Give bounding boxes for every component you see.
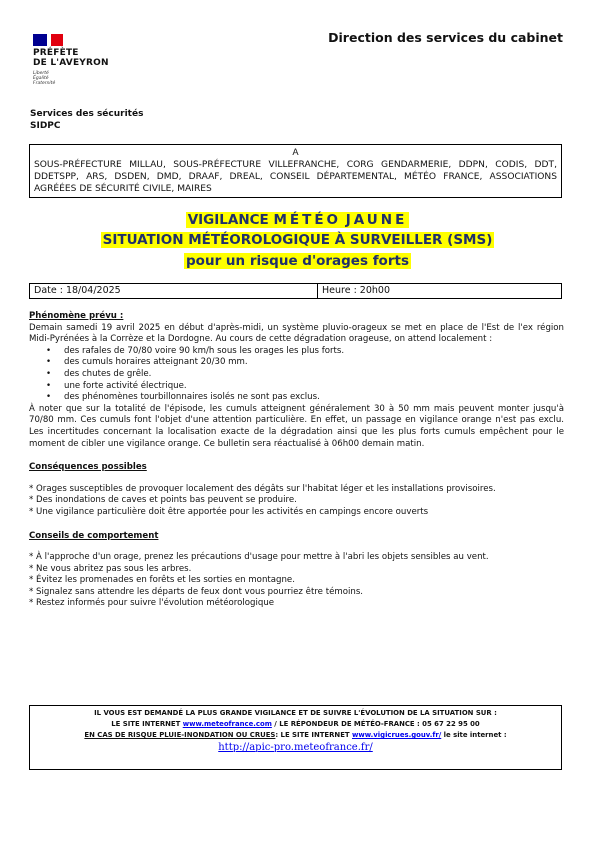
motto-liberte: Liberté	[33, 71, 49, 76]
bullet-icon: •	[46, 392, 52, 403]
marianne-flag-icon	[33, 34, 63, 46]
title-vigilance: VIGILANCE	[187, 212, 269, 228]
bulletin-body	[29, 311, 564, 610]
prefecture-name-line1: PRÉFÈTE	[33, 48, 79, 58]
services-line2: SIDPC	[30, 121, 61, 131]
bullet-icon: •	[46, 357, 52, 368]
motto-fraternite: Fraternité	[33, 81, 56, 86]
phenomene-intro: Demain samedi 19 avril 2025 en début d'après-midi, un système pluvio-orageux se met en place de l'Est de l'ex région Midi-Pyrénées à la Corrèze et la Dordogne. Au cours de cette dégradation orageuse, on attend localement :	[29, 322, 564, 345]
footer-box	[29, 705, 562, 770]
consequence-item: * Des inondations de caves et points bas peuvent se produire.	[29, 495, 297, 506]
footer-line3: EN CAS DE RISQUE PLUIE-INONDATION OU CRUES: LE SITE INTERNET www.vigicrues.gouv.fr/ le site internet :	[84, 731, 507, 739]
phenomene-heading: Phénomène prévu :	[29, 311, 124, 321]
list-item: • des cumuls horaires atteignant 20/30 mm.	[46, 357, 248, 368]
bullet-icon: •	[46, 380, 52, 391]
footer-line2: LE SITE INTERNET www.meteofrance.com / LE RÉPONDEUR DE MÉTÉO-FRANCE : 05 67 22 95 00	[111, 720, 480, 728]
phenomene-bullets	[29, 346, 564, 404]
footer-line4	[30, 741, 561, 755]
flood-risk-label: EN CAS DE RISQUE PLUIE-INONDATION OU CRUES	[84, 731, 276, 739]
time-cell: Heure : 20h00	[322, 285, 390, 296]
footer-line1: IL VOUS EST DEMANDÉ LA PLUS GRANDE VIGILANCE ET DE SUIVRE L'ÉVOLUTION DE LA SITUATION SUR :	[94, 709, 497, 717]
conseil-item: * Évitez les promenades en forêts et les sorties en montagne.	[29, 575, 295, 586]
conseil-item: * Signalez sans attendre les départs de feux dont vous pourriez être témoins.	[29, 586, 364, 597]
title-line2	[0, 232, 595, 248]
apic-link[interactable]: http://apic-pro.meteofrance.fr/	[218, 742, 373, 753]
direction-heading: Direction des services du cabinet	[328, 30, 563, 45]
bullet-icon: •	[46, 368, 52, 379]
date-cell: Date : 18/04/2025	[30, 284, 318, 298]
consequence-item: * Orages susceptibles de provoquer localement des dégâts sur l'habitat léger et les installations provisoires.	[29, 483, 496, 494]
prefecture-logo	[31, 34, 151, 86]
title-meteo: MÉTÉO	[273, 212, 342, 228]
list-item: • des rafales de 70/80 voire 90 km/h sous les orages les plus forts.	[46, 345, 345, 356]
list-item: • des phénomènes tourbillonnaires isolés ne sont pas exclus.	[46, 392, 320, 403]
meteofrance-link[interactable]: www.meteofrance.com	[182, 720, 272, 728]
services-line1: Services des sécurités	[30, 109, 144, 119]
vigicrues-link[interactable]: www.vigicrues.gouv.fr/	[352, 731, 442, 739]
title-jaune: JAUNE	[345, 212, 408, 228]
title-sms: SITUATION MÉTÉOROLOGIQUE À SURVEILLER (SMS)	[102, 232, 493, 248]
conseils-heading: Conseils de comportement	[29, 530, 159, 541]
list-item: • des chutes de grêle.	[46, 368, 152, 379]
list-item: • une forte activité électrique.	[46, 380, 187, 391]
prefecture-name-line2: DE L'AVEYRON	[33, 57, 109, 68]
motto-egalite: Égalité	[33, 76, 49, 81]
conseil-item: * À l'approche d'un orage, prenez les précautions d'usage pour mettre à l'abri les objets sensibles au vent.	[29, 552, 489, 563]
consequences-heading: Conséquences possibles	[29, 462, 147, 473]
recipients-label: A	[292, 148, 299, 158]
recipients-list: SOUS-PRÉFECTURE MILLAU, SOUS-PRÉFECTURE VILLEFRANCHE, CORG GENDARMERIE, DDPN, CODIS, DDT, DDETSPP, ARS, DSDEN, DMD, DRAAF, DREAL, CONSEIL DÉPARTEMENTAL, MÉTÉO FRANCE, ASSOCIATIONS AGRÉÉES DE SÉCURITÉ CIVILE, MAIRES	[34, 160, 557, 194]
consequence-item: * Une vigilance particulière doit être apportée pour les activités en campings encore ouverts	[29, 506, 429, 517]
title-line1	[0, 212, 595, 228]
bullet-icon: •	[46, 345, 52, 356]
conseil-item: * Ne vous abritez pas sous les arbres.	[29, 563, 192, 574]
phenomene-outro: À noter que sur la totalité de l'épisode, les cumuls atteignent généralement 30 à 50 mm mais peuvent monter jusqu'à 70/80 mm. Ces cumuls font l'objet d'une attention particulière. En effet, un passage en vigilance orange n'est pas exclu. Les incertitudes concernant la localisation exacte de la dégradation ainsi que les plus forts cumuls empêchent pour le moment de cibler une vigilance orange. Ce bulletin sera réactualisé à 06h00 demain matin.	[29, 403, 564, 449]
services-block	[30, 108, 143, 132]
title-risk: pour un risque d'orages forts	[186, 253, 409, 269]
title-line3	[0, 253, 595, 269]
date-time-table	[29, 283, 562, 299]
recipients-box	[29, 144, 562, 198]
conseil-item: * Restez informés pour suivre l'évolution météorologique	[29, 598, 275, 609]
